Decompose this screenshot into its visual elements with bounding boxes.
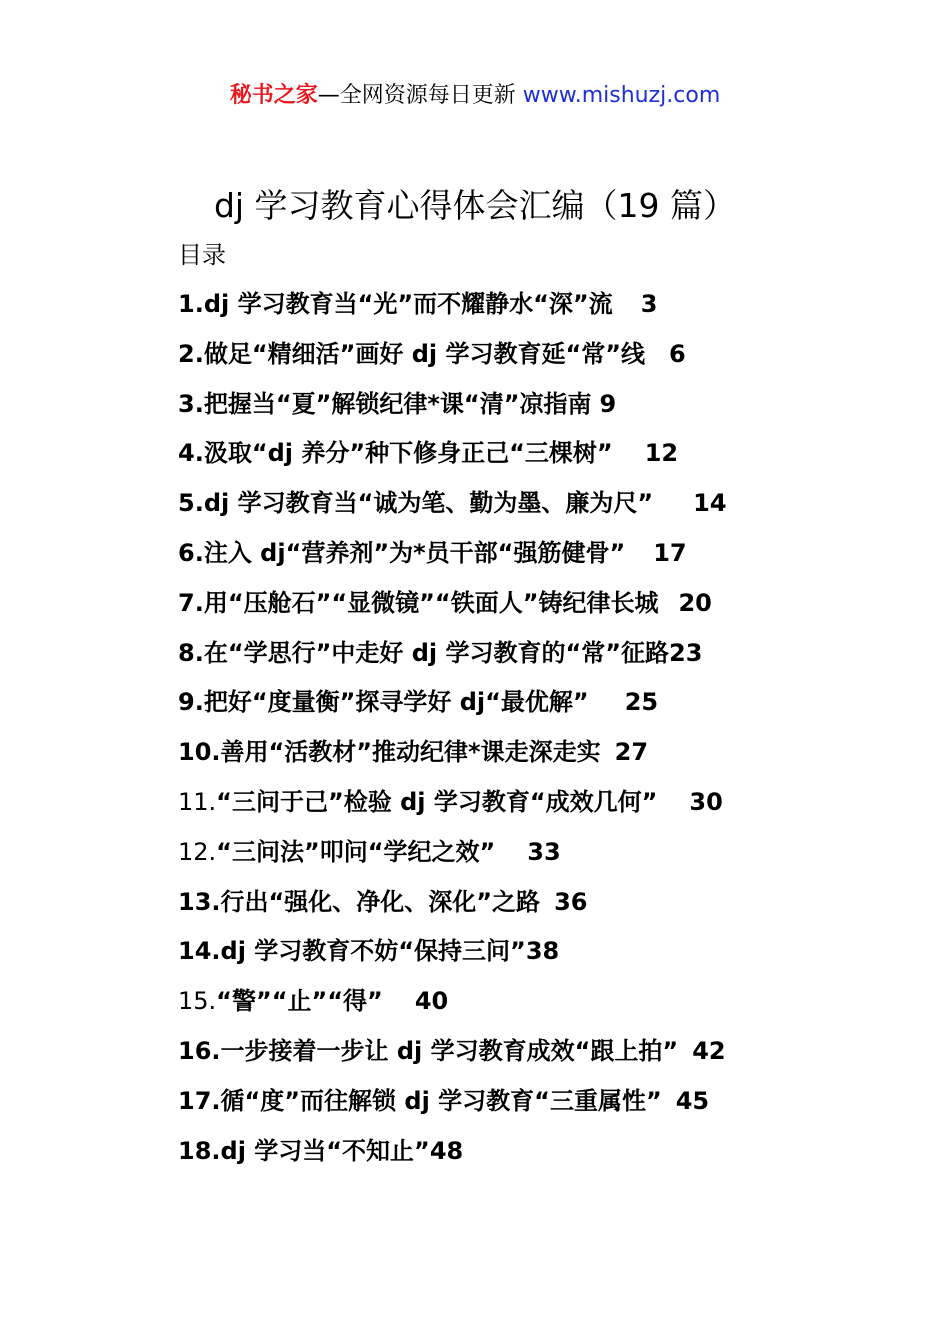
toc-entry-title: 汲取“dj 养分”种下修身正己“三棵树” [203, 439, 613, 468]
toc-entry[interactable] [178, 1033, 898, 1083]
toc-entry-number: 10. [178, 738, 221, 767]
toc-entry[interactable] [178, 635, 898, 685]
toc-entry-page: 9 [599, 389, 617, 418]
toc-entry-number: 11. [178, 787, 217, 816]
toc-entry-number: 2. [178, 339, 204, 368]
toc-entry-title: 把握当“夏”解锁纪律*课“清”凉指南 [203, 389, 592, 418]
toc-entry-number: 7. [178, 588, 204, 617]
toc-entry-number: 4. [178, 439, 204, 468]
toc-entry-title: 一步接着一步让 dj 学习教育成效“跟上拍” [220, 1036, 679, 1065]
toc-entry-number: 16. [178, 1036, 221, 1065]
toc-entry-title: 在“学思行”中走好 dj 学习教育的“常”征路 [203, 638, 670, 667]
toc-entry-title: “三问法”叩问“学纪之效” [216, 837, 496, 866]
toc-entry-title: 行出“强化、净化、深化”之路 [220, 887, 541, 916]
toc-entry-page: 38 [525, 937, 560, 966]
toc-entry-page: 30 [689, 787, 723, 816]
toc-entry-page: 12 [644, 439, 679, 468]
toc-entry-number: 12. [178, 837, 217, 866]
toc-entry[interactable] [178, 336, 898, 386]
toc-entry-number: 15. [178, 987, 217, 1016]
toc-entry-page: 20 [678, 588, 712, 617]
toc-heading: 目录 [178, 241, 226, 269]
toc-entry-title: “三问于己”检验 dj 学习教育“成效几何” [216, 787, 658, 816]
toc-entry[interactable] [178, 286, 898, 336]
toc-entry-title: dj 学习教育当“光”而不耀静水“深”流 [203, 290, 613, 318]
table-of-contents [178, 286, 898, 1182]
toc-entry-title: dj 学习当“不知止” [220, 1136, 430, 1165]
toc-entry-page: 14 [693, 489, 727, 518]
toc-entry-page: 45 [675, 1086, 710, 1115]
toc-entry-number: 5. [178, 489, 204, 518]
toc-entry-title: 循“度”而往解锁 dj 学习教育“三重属性” [220, 1086, 662, 1115]
toc-entry-title: 用“压舱石”“显微镜”“铁面人”铸纪律长城 [203, 588, 659, 617]
toc-entry[interactable] [178, 1133, 898, 1183]
toc-entry-number: 9. [178, 688, 204, 717]
site-header [0, 80, 950, 112]
toc-entry-number: 3. [178, 389, 204, 418]
toc-entry[interactable] [178, 585, 898, 635]
toc-entry-title: 注入 dj“营养剂”为*员干部“强筋健骨” [203, 538, 626, 567]
toc-entry-title: “警”“止”“得” [216, 987, 383, 1016]
toc-entry-number: 18. [178, 1136, 221, 1165]
toc-entry[interactable] [178, 834, 898, 884]
toc-entry[interactable] [178, 884, 898, 934]
toc-entry-number: 17. [178, 1086, 221, 1115]
toc-entry-page: 3 [640, 290, 658, 318]
toc-entry-page: 25 [624, 688, 659, 717]
toc-entry[interactable] [178, 1083, 898, 1133]
toc-entry[interactable] [178, 435, 898, 485]
toc-entry-number: 6. [178, 538, 204, 567]
toc-entry[interactable] [178, 933, 898, 983]
toc-entry-title: 善用“活教材”推动纪律*课走深走实 [220, 738, 601, 767]
toc-entry-page: 33 [527, 837, 561, 866]
toc-entry-page: 17 [653, 538, 687, 567]
toc-entry[interactable] [178, 734, 898, 784]
toc-entry-page: 27 [614, 738, 649, 767]
header-tagline: —全网资源每日更新 [317, 83, 523, 108]
toc-entry-page: 36 [554, 887, 588, 916]
toc-entry-title: dj 学习教育当“诚为笔、勤为墨、廉为尺” [203, 489, 654, 518]
brand-name: 秘书之家 [229, 83, 318, 108]
toc-entry[interactable] [178, 485, 898, 535]
toc-entry[interactable] [178, 784, 898, 834]
toc-entry[interactable] [178, 535, 898, 585]
toc-entry-number: 13. [178, 887, 221, 916]
toc-entry[interactable] [178, 386, 898, 436]
toc-entry-page: 42 [692, 1036, 726, 1065]
toc-entry-page: 48 [429, 1136, 464, 1165]
toc-entry-page: 40 [414, 987, 449, 1016]
toc-entry-number: 14. [178, 937, 221, 966]
toc-entry-title: dj 学习教育不妨“保持三问” [220, 937, 526, 966]
toc-entry-number: 1. [178, 290, 204, 318]
document-title: dj 学习教育心得体会汇编（19 篇） [213, 186, 737, 225]
toc-entry-title: 把好“度量衡”探寻学好 dj“最优解” [203, 688, 589, 717]
toc-entry-page: 23 [669, 638, 703, 667]
toc-entry-title: 做足“精细活”画好 dj 学习教育延“常”线 [203, 339, 646, 368]
toc-entry[interactable] [178, 684, 898, 734]
toc-entry-page: 6 [669, 339, 686, 368]
toc-entry[interactable] [178, 983, 898, 1033]
site-url[interactable]: www.mishuzj.com [522, 83, 721, 108]
toc-entry-number: 8. [178, 638, 204, 667]
